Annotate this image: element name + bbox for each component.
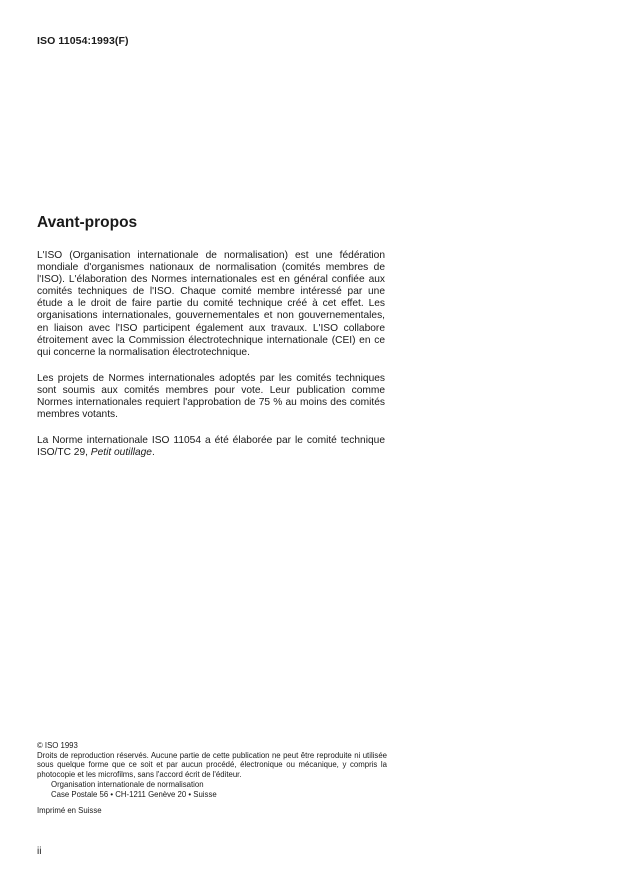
- copyright-block: [37, 741, 387, 815]
- paragraph-voting: Les projets de Normes internationales adoptés par les comités techniques sont soumis aux comités membres pour vote. Leur publication comme Normes internationales requiert l'approbation de 75 % au moins des comités membres votants.: [37, 372, 385, 421]
- copyright-notice: © ISO 1993: [37, 741, 78, 750]
- paragraph-committee: [37, 435, 385, 459]
- publisher-name: Organisation internationale de normalisation: [51, 780, 204, 790]
- committee-title: Petit outillage: [90, 447, 152, 459]
- printed-in: Imprimé en Suisse: [37, 805, 102, 815]
- publisher-postal: Case Postale 56 • CH-1211 Genève 20 • Suisse: [51, 789, 217, 799]
- paragraph-iso-description: L'ISO (Organisation internationale de normalisation) est une fédération mondiale d'organismes nationaux de normalisation (comités membres de l'ISO). L'élaboration des Normes internationales est en général confiée aux comités techniques de l'ISO. Chaque comité membre intéressé par une étude a le droit de faire partie du comité technique créé à cet effet. Les organisations internationales, gouvernementales et non gouvernementales, en liaison avec l'ISO participent également aux travaux. L'ISO collabore étroitement avec la Commission électrotechnique internationale (CEI) en ce qui concerne la normalisation électrotechnique.: [37, 250, 385, 358]
- standard-identifier: ISO 11054:1993(F): [37, 35, 129, 47]
- copyright-rights: Droits de reproduction réservés. Aucune partie de cette publication ne peut être reproduite ni utilisée sous quelque forme que ce soit et par aucun procédé, électronique ou mécanique, y compris la photocopie et les microfilms, sans l'accord écrit de l'éditeur.: [37, 750, 387, 779]
- committee-text: La Norme internationale ISO 11054 a été élaborée par le comité technique ISO/TC 29,: [37, 435, 385, 459]
- section-heading: Avant-propos: [37, 214, 138, 231]
- foreword-body: [37, 250, 385, 473]
- page-number: ii: [37, 846, 42, 857]
- committee-suffix: .: [151, 447, 155, 459]
- publisher-address: [51, 780, 387, 799]
